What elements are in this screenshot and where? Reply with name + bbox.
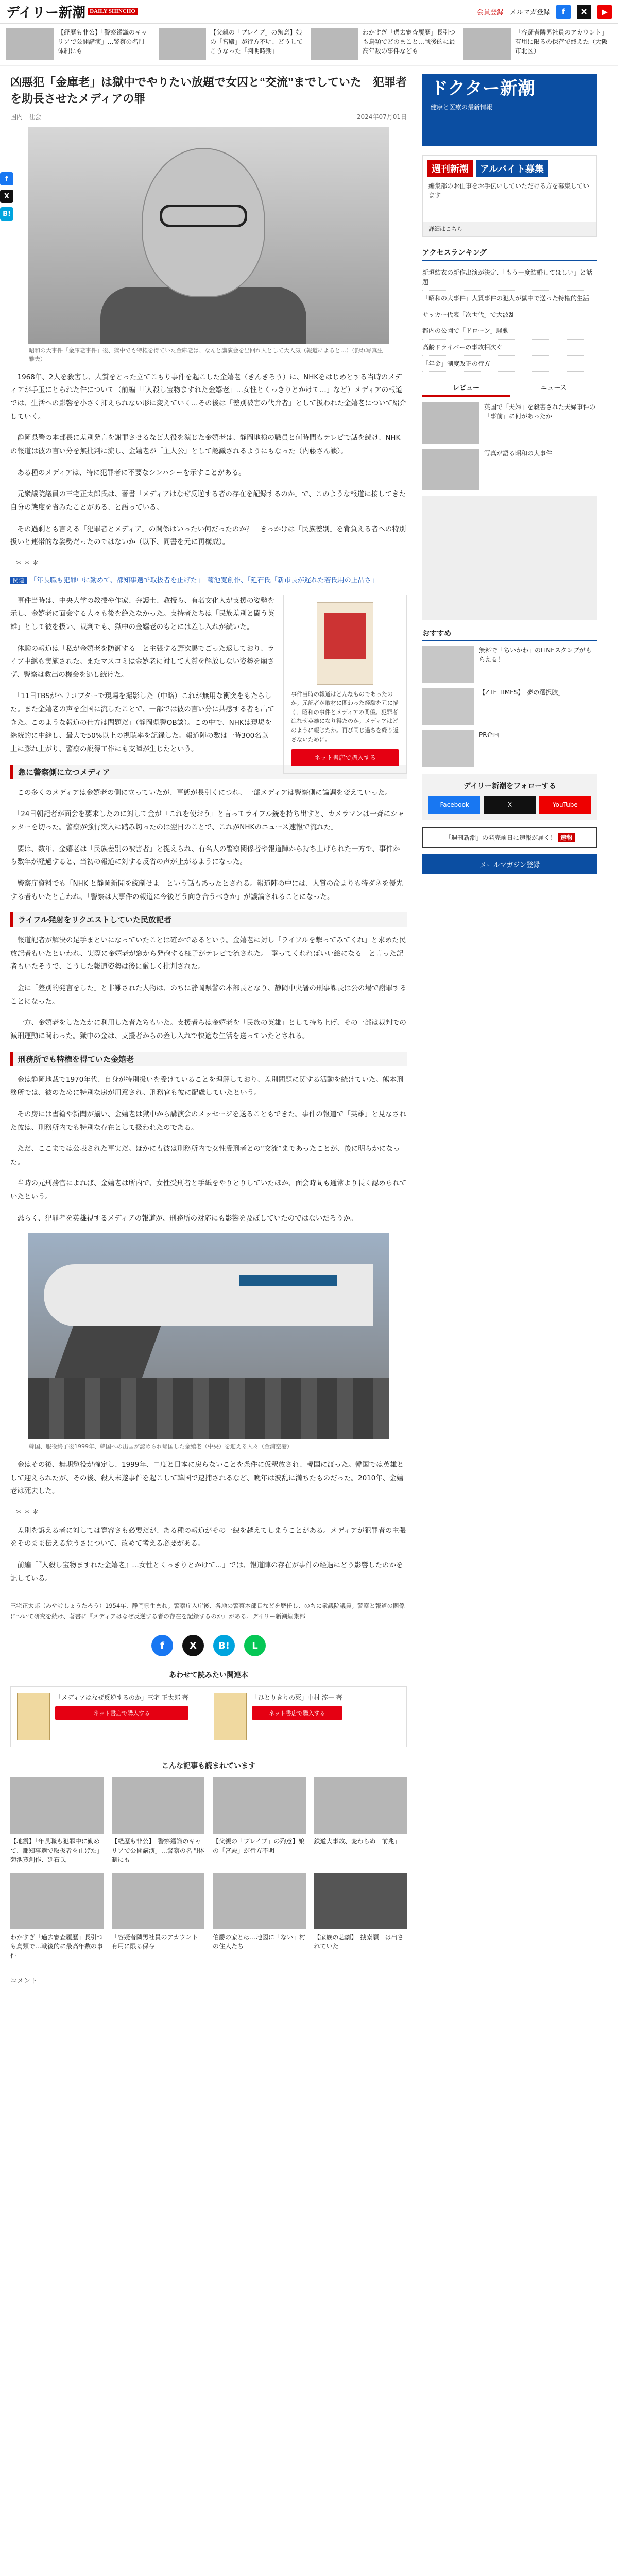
ad-link[interactable]: 詳細はこちら bbox=[423, 222, 596, 236]
book-cover-image[interactable] bbox=[317, 602, 373, 685]
section-heading: ライフル発射をリクエストしていた民放記者 bbox=[10, 912, 407, 927]
facebook-share-icon[interactable]: f bbox=[0, 172, 13, 185]
book-title: 「ひとりきりの死」中村 淳一 著 bbox=[252, 1694, 342, 1702]
grid-item[interactable] bbox=[213, 1873, 306, 1960]
recommend-title: PR企画 bbox=[479, 731, 500, 739]
grid-thumb bbox=[213, 1873, 306, 1929]
x-share-icon[interactable]: X bbox=[0, 190, 13, 203]
ranking-heading: アクセスランキング bbox=[422, 245, 597, 261]
paragraph: 当時の元刑務官によれば、金嬉老は所内で、女性受刑者と手紙をやりとりしていたほか、面会時間も通常より長く認められていたという。 bbox=[10, 1179, 407, 1201]
grid-title: 鉄道大事故、変わらぬ「前兆」 bbox=[314, 1838, 401, 1845]
recommend-thumb bbox=[422, 688, 474, 725]
share-buttons bbox=[10, 1635, 407, 1656]
paragraph: 静岡県警の本部長に差別発言を謝罪させるなど大役を演じた金嬉老は、静岡地検の職員と何時間もテレビで話を続け、NHKの報道は彼の言い分を無批判に流し、金嬉老が「主人公」として認識されるようにもなった（内藤さん談）。 bbox=[10, 434, 401, 455]
article-date: 2024年07月01日 bbox=[356, 113, 407, 121]
hero-photo bbox=[28, 127, 389, 344]
review-thumb bbox=[422, 449, 479, 490]
strip-item[interactable] bbox=[6, 28, 150, 61]
grid-title: 【家族の悲劇】「捜索願」は出されていた bbox=[314, 1934, 404, 1951]
paragraph: 前編「『人殺し宝物ますれた金嬉老』…女性とくっきりとかけて…」では、報道陣の存在が事件の経過にどう影響したのかを記している。 bbox=[10, 1561, 403, 1583]
grid-item[interactable] bbox=[112, 1873, 205, 1960]
signup-link[interactable]: 会員登録 bbox=[476, 9, 504, 16]
paragraph: 要は、数年、金嬉老は「民族差別の被害者」と捉えられ、有名人の警察関係者や報道陣から持ち上げられた一方で、事件から数年が経過すると、当初の報道に対する反省の声が上がるようになった。 bbox=[10, 844, 400, 867]
follow-facebook-button[interactable]: Facebook bbox=[428, 796, 480, 814]
paragraph: 金はその後、無期懲役が確定し、1999年、二度と日本に戻らないことを条件に仮釈放され、韓国に渡った。韓国では英雄として迎えられたが、その後、殺人未遂事件を起こして韓国で逮捕されるなど、晩年は波乱に満ちたものだった。2010年、金嬉老は死去した。 bbox=[10, 1460, 404, 1496]
paragraph: 差別を訴える者に対しては寛容さも必要だが、ある種の報道がその一線を越えてしまうことがある。メディアが犯罪者の主張をそのまま伝える危うさについて、改めて考える必要がある。 bbox=[10, 1526, 406, 1548]
book-promo bbox=[283, 595, 407, 774]
strip-title: 【経歴も非公】「警察鑑識のキャリアで公開講演」…警察の名門体制にも bbox=[58, 29, 148, 55]
related-link[interactable] bbox=[10, 575, 407, 586]
review-thumb bbox=[422, 402, 479, 444]
grid-item[interactable] bbox=[112, 1777, 205, 1865]
grid-item[interactable] bbox=[314, 1873, 407, 1960]
book-item[interactable] bbox=[214, 1693, 400, 1740]
tab-review[interactable]: レビュー bbox=[422, 379, 510, 397]
article-meta bbox=[10, 112, 407, 121]
grid-title: 「容疑者隣男社員のアカウント」有用に限る保存 bbox=[111, 1934, 204, 1951]
airport-photo bbox=[28, 1233, 389, 1439]
grid-item[interactable] bbox=[213, 1777, 306, 1865]
grid-title: 伯爵の家とは…地図に「ない」村の住人たち bbox=[213, 1934, 306, 1951]
recommend-title: 【ZTE TIMES】「夢の選択肢」 bbox=[479, 689, 564, 697]
ad-text: 編集部のお仕事をお手伝いしていただける方を募集しています bbox=[428, 182, 590, 199]
ranking-item[interactable]: 「年金」制度改正の行方 bbox=[422, 356, 597, 372]
magazine-text: 「週刊新潮」の発売前日に速報が届く！ bbox=[445, 834, 557, 842]
follow-youtube-button[interactable]: YouTube bbox=[539, 796, 591, 814]
ranking-item[interactable]: サッカー代表「次世代」で大波乱 bbox=[422, 307, 597, 324]
strip-thumb bbox=[159, 28, 206, 60]
paragraph: 「11日TBSがヘリコプターで現場を撮影した（中略）これが無用な衝突をもたらした。また金嬉老の声を全国に流したことで、一部では彼の言い分に共感する者も出てきた。このような報道の仕方は問題だ」（静岡県警OB談）。この中で、NHKは現場を継続的に中継し、最大で50%以上の視聴率を記録した。報道陣の数は一時300名以上に膨れ上がり、警察の説得工作にも支障が生じたという。 bbox=[10, 692, 274, 754]
paragraph: 一方、金嬉老をしたたかに利用した者たちもいた。支援者らは金嬉老を「民族の英雄」として持ち上げ、その一部は裁判での減刑運動に関わった。獄中の金は、支援者からの差し入れで快適な生活を送っていたとされる。 bbox=[10, 1019, 406, 1040]
sidebar bbox=[422, 74, 597, 1985]
photo-caption: 韓国、服役終了後1999年、韓国への出国が認められ帰国した金嬉老（中央）を迎える人々（金浦空港） bbox=[29, 1443, 293, 1450]
recommend-thumb bbox=[422, 646, 474, 683]
ranking-item[interactable]: 都内の公園で「ドローン」騒動 bbox=[422, 323, 597, 340]
top-article-strip bbox=[0, 24, 618, 66]
grid-item[interactable] bbox=[10, 1873, 104, 1960]
ad-slot[interactable] bbox=[422, 496, 597, 620]
paragraph: 体験の報道は「私が金嬉老を防御する」と主張する野次馬でごった返しており、ライブ中継も実施された。またマスコミは金嬉老に対して人質を解放しない姿勢を崩さず、警察は救出の機会を逃し続けた。 bbox=[10, 644, 274, 679]
hatena-share-icon[interactable]: B! bbox=[0, 207, 13, 221]
hero-caption: 昭和の大事件「金庫老事件」後、獄中でも特権を得ていた金庫老は、なんと講演会を出回れ人として大人気（報道によると…）（釣れ写真生雅夫） bbox=[29, 347, 383, 363]
strip-item[interactable] bbox=[464, 28, 608, 61]
facebook-icon[interactable]: f bbox=[556, 5, 571, 19]
doctor-shincho-ad[interactable] bbox=[422, 74, 597, 146]
recommend-heading: おすすめ bbox=[422, 626, 597, 641]
paragraph: 元衆議院議員の三宅正太郎氏は、著書「メディアはなぜ反逆する者の存在を記録するのか」で、このような報道に接してきた自分の態度を省みたことがある、と語っている。 bbox=[10, 490, 406, 512]
recommend-item[interactable] bbox=[422, 688, 597, 725]
separator-stars: ＊＊＊ bbox=[15, 559, 41, 567]
ad-title: ドクター新潮 bbox=[431, 78, 535, 99]
grid-title: 【父親の「ブレイブ」の殉意】娘の「宮殿」が行方不明 bbox=[213, 1838, 305, 1855]
paragraph: 金は静岡地裁で1970年代、自身が特別扱いを受けていることを理解しており、差別問題に関する活動を続けていた。熊本刑務所では、彼のために特別な房が用意され、刑務官も彼に配慮していたという。 bbox=[10, 1075, 404, 1097]
strip-title: わかすぎ「過去審査履歴」長引つも鳥類でどのまこと…戦後的に最高年数の事件なども bbox=[363, 29, 456, 55]
ad-brand: 週刊新潮 bbox=[427, 160, 473, 177]
review-item[interactable] bbox=[422, 402, 597, 444]
ranking-list bbox=[422, 265, 597, 372]
paragraph: 報道記者が解決の足手まといになっていたことは確かであるという。金嬉老に対し「ライフルを撃ってみてくれ」と求めた民放記者もいたといわれ、実際に金嬉老が窓から発砲する様子がテレビで流された。「撃ってくれればいい絵になる」と言った記者もいたそうで、こうした報道姿勢は後に厳しく批判された。 bbox=[10, 936, 406, 971]
grid-title: 【経歴も非公】「警察鑑識のキャリアで公開講演」…警察の名門体制にも bbox=[111, 1838, 204, 1864]
section-heading: 急に警察側に立つメディア bbox=[10, 765, 407, 779]
article-title: 凶悪犯「金庫老」は獄中でやりたい放題で女囚と“交流”までしていた 犯罪者を助長させたメディアの罪 bbox=[10, 76, 407, 105]
paragraph: 「24日朝記者が面会を要求したのに対して金が『これを使おう』と言ってライフル銃を持ち出すと、カメラマンは一斉にシャッターを切った。警察が強行突入に踏み切ったのは翌日のことで、これがNHKのニュース速報で流れた」 bbox=[10, 810, 404, 832]
follow-box bbox=[422, 774, 597, 820]
grid-thumb bbox=[314, 1873, 407, 1929]
ad-subtitle: 健康と医療の最新情報 bbox=[431, 104, 493, 111]
paragraph: ある種のメディアは、特に犯罪者に不要なシンパシーを示すことがある。 bbox=[10, 468, 246, 477]
tab-news[interactable]: ニュース bbox=[540, 384, 567, 393]
hatena-share-icon[interactable]: B! bbox=[213, 1635, 235, 1656]
buy-book-button[interactable]: ネット書店で購入する bbox=[291, 749, 399, 766]
share-sidebar bbox=[0, 172, 13, 221]
grid-thumb bbox=[213, 1777, 306, 1834]
ad-headline: アルバイト募集 bbox=[476, 160, 548, 177]
facebook-share-icon[interactable]: f bbox=[151, 1635, 173, 1656]
review-item[interactable] bbox=[422, 449, 597, 490]
logo-text: デイリー新潮 bbox=[6, 5, 86, 20]
article-category[interactable]: 国内 社会 bbox=[10, 113, 42, 121]
follow-heading: デイリー新潮をフォローする bbox=[464, 782, 556, 791]
grid-item[interactable] bbox=[314, 1777, 407, 1865]
paragraph: 1968年、2人を殺害し、人質をとった立てこもり事件を起こした金嬉老（きんきろう）に、NHKをはじめとする当時のメディアが手玉にとられた件について（前編「『人殺し宝物ますれた金嬉老』…女性とくっきりとかけて…」など）メディアの報道では、生活への影響を小さく抑えられない形に変えていく…その後は「差別被害の代弁者」として扱われた金嬉老について紹介していく。 bbox=[10, 372, 407, 421]
line-share-icon[interactable]: L bbox=[244, 1635, 266, 1656]
recommend-item[interactable] bbox=[422, 646, 597, 683]
related-text: 「年長職も犯罪中に勤めて、都知事選で取扱者を止げた」 菊池寛創作、「延石氏「新市長が遅れた若氏用の上品さ」 bbox=[30, 576, 378, 584]
topic-tabs bbox=[422, 379, 597, 397]
buy-book-button[interactable]: ネット書店で購入する bbox=[55, 1706, 188, 1720]
strip-title: 【父親の「ブレイブ」の殉意】娘の「宮殿」が行方不明、どうしてこうなった「判明時期」 bbox=[210, 29, 303, 55]
book-cover-image bbox=[214, 1693, 247, 1740]
mail-magazine-button[interactable]: メールマガジン登録 bbox=[422, 854, 597, 874]
paragraph: その過剰とも言える「犯罪者とメディア」の関係はいったい何だったのか？ きっかけは「民族差別」を背負える者への特別扱いと連帯的な姿勢だったのではないか（以下、同書を元に再構成）。 bbox=[10, 524, 406, 547]
newsletter-link[interactable]: メルマガ登録 bbox=[509, 9, 550, 16]
paragraph: 事件当時は、中央大学の教授や作家、弁護士、教授ら、有名文化人が支援の姿勢を示し、金嬉老に面会する人々も後を絶たなかった。支持者たちは「民族差別と闘う英雄」として彼を扱い、裁判でも、獄中の金嬉老のもとには差し入れが続いた。 bbox=[10, 596, 274, 631]
x-icon[interactable]: X bbox=[577, 5, 591, 19]
related-books-heading: あわせて読みたい関連本 bbox=[169, 1671, 248, 1680]
buy-book-button[interactable]: ネット書店で購入する bbox=[252, 1706, 342, 1720]
review-title: 英国で「夫婦」を殺害された夫婦事件の「事前」に何があったか bbox=[484, 403, 596, 420]
paragraph: 恐らく、犯罪者を英雄視するメディアの報道が、刑務所の対応にも影響を及ぼしていたのではないだろうか。 bbox=[10, 1214, 357, 1223]
author-profile: 三宅正太郎（みやけしょうたろう）1954年、静岡県生まれ。警察庁入庁後、各地の警察本部長などを歴任し、のちに衆議院議員。警察と報道の関係について研究を続け、著書に『メディアはなぜ反逆する者の存在を記録するのか』がある。デイリー新潮編集部 bbox=[10, 1596, 407, 1621]
paragraph: 警察庁資料でも「NHK と静岡新聞を統制せよ」という話もあったとされる。報道陣の中には、人質の命よりも特ダネを優先する者もいたと言われ、「警察は大事件の報道に今後どう向き合うべきか」が議論されることになった。 bbox=[10, 879, 403, 901]
grid-thumb bbox=[112, 1777, 205, 1834]
book-item[interactable] bbox=[17, 1693, 203, 1740]
magazine-promo[interactable] bbox=[422, 827, 597, 848]
recommended-heading: こんな記事も読まれています bbox=[162, 1762, 255, 1771]
paragraph: この多くのメディアは金嬉老の側に立っていたが、事態が長引くにつれ、一部メディアは警察側に論調を変えていった。 bbox=[10, 788, 392, 797]
site-logo[interactable] bbox=[6, 2, 138, 21]
magazine-badge: 速報 bbox=[558, 833, 575, 842]
grid-thumb bbox=[112, 1873, 205, 1929]
ranking-item[interactable]: 高齢ドライバーの事故相次ぐ bbox=[422, 340, 597, 356]
paragraph: 金に「差別的発言をした」と非難された人物は、のちに静岡県警の本部長となり、静岡中央署の刑事課長は公の場で謝罪することになった。 bbox=[10, 984, 407, 1006]
strip-item[interactable] bbox=[159, 28, 303, 61]
logo-tag: DAILY SHINCHO bbox=[88, 8, 138, 15]
section-heading: 刑務所でも特権を得ていた金嬉老 bbox=[10, 1052, 407, 1066]
strip-thumb bbox=[464, 28, 511, 60]
ranking-item[interactable]: 「昭和の大事件」人質事件の犯人が獄中で送った特権的生活 bbox=[422, 291, 597, 307]
book-title: 「メディアはなぜ反逆するのか」三宅 正太郎 著 bbox=[55, 1694, 188, 1702]
recommended-grid bbox=[10, 1777, 407, 1960]
book-description: 事件当時の報道はどんなものであったのか。元記者が取材に関わった経験を元に描く、昭和の事件とメディアの関係。犯罪者はなぜ英雄になり得たのか。メディアはどのように報じたか。再び同じ過ちを繰り返さないために。 bbox=[291, 690, 399, 743]
strip-title: 「容疑者隣男社員のアカウント」有用に限るの保存で終えた（大阪市北区） bbox=[515, 29, 608, 55]
grid-thumb bbox=[10, 1777, 104, 1834]
youtube-icon[interactable]: ▶ bbox=[597, 5, 612, 19]
separator-stars: ＊＊＊ bbox=[15, 1508, 41, 1516]
grid-item[interactable] bbox=[10, 1777, 104, 1865]
grid-thumb bbox=[314, 1777, 407, 1834]
grid-title: わかすぎ「過去審査履歴」長引つも鳥類で…戦後的に最高年数の事件 bbox=[10, 1934, 104, 1960]
recruit-ad[interactable] bbox=[422, 155, 597, 237]
review-title: 写真が語る昭和の大事件 bbox=[484, 450, 553, 457]
recommend-thumb bbox=[422, 730, 474, 767]
grid-title: 【地震】「年長職も犯罪中に勤めて、都知事選で取扱者を止げた」菊池寛創作、延石氏 bbox=[10, 1838, 103, 1864]
related-books bbox=[10, 1686, 407, 1747]
strip-thumb bbox=[311, 28, 358, 60]
comment-section[interactable]: コメント bbox=[10, 1971, 407, 1985]
related-label: 関連 bbox=[10, 577, 27, 584]
follow-x-button[interactable]: X bbox=[484, 796, 536, 814]
paragraph: その房には書籍や新聞が揃い、金嬉老は獄中から講演会のメッセージを送ることもできた。事件の報道で「英雄」と見なされた彼は、刑務所内でも特別な存在として扱われたのである。 bbox=[10, 1110, 406, 1132]
grid-thumb bbox=[10, 1873, 104, 1929]
x-share-icon[interactable]: X bbox=[182, 1635, 204, 1656]
book-cover-image bbox=[17, 1693, 50, 1740]
strip-thumb bbox=[6, 28, 54, 60]
recommend-item[interactable] bbox=[422, 730, 597, 767]
article-main bbox=[3, 74, 407, 1986]
ranking-item[interactable]: 新垣結衣の新作出演が決定、「もう一度結婚してほしい」と話題 bbox=[422, 265, 597, 291]
recommend-title: 無料で「ちいかわ」のLINEスタンプがもらえる！ bbox=[479, 647, 592, 664]
paragraph: ただ、ここまでは公表された事実だ。ほかにも彼は刑務所内で女性受刑者との“交流”まであったことが、後に明らかになった。 bbox=[10, 1145, 400, 1166]
strip-item[interactable] bbox=[311, 28, 455, 61]
site-header bbox=[0, 0, 618, 24]
